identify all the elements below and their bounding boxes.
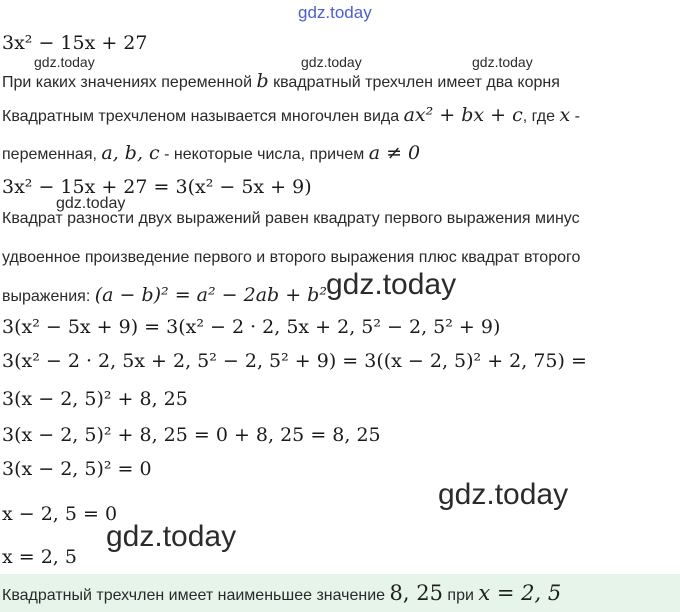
answer-text: Квадратный трехчлен имеет наименьшее значение [2,587,390,604]
definition-text: , где [522,108,560,125]
watermark-small: gdz.today [56,195,126,212]
expression-title: 3x² − 15x + 27 [2,32,148,54]
definition-formula: ax² + bx + c [403,104,523,126]
watermark-small: gdz.today [472,54,533,70]
watermark-big: gdz.today [326,268,457,301]
definition-text: - [570,108,580,125]
step-3: 3(x − 2, 5)² + 8, 25 [2,388,188,410]
step-2: 3(x² − 2 · 2, 5x + 2, 5² − 2, 5² + 9) = 3((x − 2, 5)² + 2, 75) = [2,350,587,372]
watermark-big: gdz.today [438,478,569,511]
step-1: 3(x² − 5x + 9) = 3(x² − 2 · 2, 5x + 2, 5² − 2, 5² + 9) [2,316,501,338]
question-line [2,70,560,92]
question-variable: b [256,70,269,92]
watermark-small: gdz.today [301,54,362,70]
step-5: 3(x − 2, 5)² = 0 [2,458,152,480]
watermark-small: gdz.today [34,54,95,70]
step-7: x = 2, 5 [2,546,77,568]
answer-equation: x = 2, 5 [478,581,562,605]
factored-expression: 3x² − 15x + 27 = 3(x² − 5x + 9) [2,176,312,198]
definition-text: Квадратным трехчленом называется многочлен вида [2,108,404,125]
question-suffix: квадратный трехчлен имеет два корня [268,74,560,91]
rule-formula: (a − b)² = a² − 2ab + b² [94,284,327,306]
watermark-big: gdz.today [106,520,237,553]
answer-line [2,581,561,605]
answer-value: 8, 25 [389,581,443,605]
step-4: 3(x − 2, 5)² + 8, 25 = 0 + 8, 25 = 8, 25 [2,424,381,446]
definition-line-1 [2,104,580,126]
rule-line-2: удвоенное произведение первого и второго выражения плюс квадрат второго [2,249,581,266]
definition-variables: a, b, c [101,142,160,164]
question-prefix: При каких значениях переменной [2,74,257,91]
rule-line-1: Квадрат разности двух выражений равен квадрату первого выражения минус [2,210,580,227]
watermark-top: gdz.today [298,3,372,22]
definition-variable: x [559,104,571,126]
step-6: x − 2, 5 = 0 [2,503,118,525]
definition-line-2 [2,142,420,164]
definition-condition: a ≠ 0 [368,142,421,164]
rule-text: выражения: [2,288,95,305]
definition-text: переменная, [2,146,102,163]
answer-text: при [442,587,479,604]
rule-line-3 [2,284,327,306]
definition-text: - некоторые числа, причем [159,146,369,163]
